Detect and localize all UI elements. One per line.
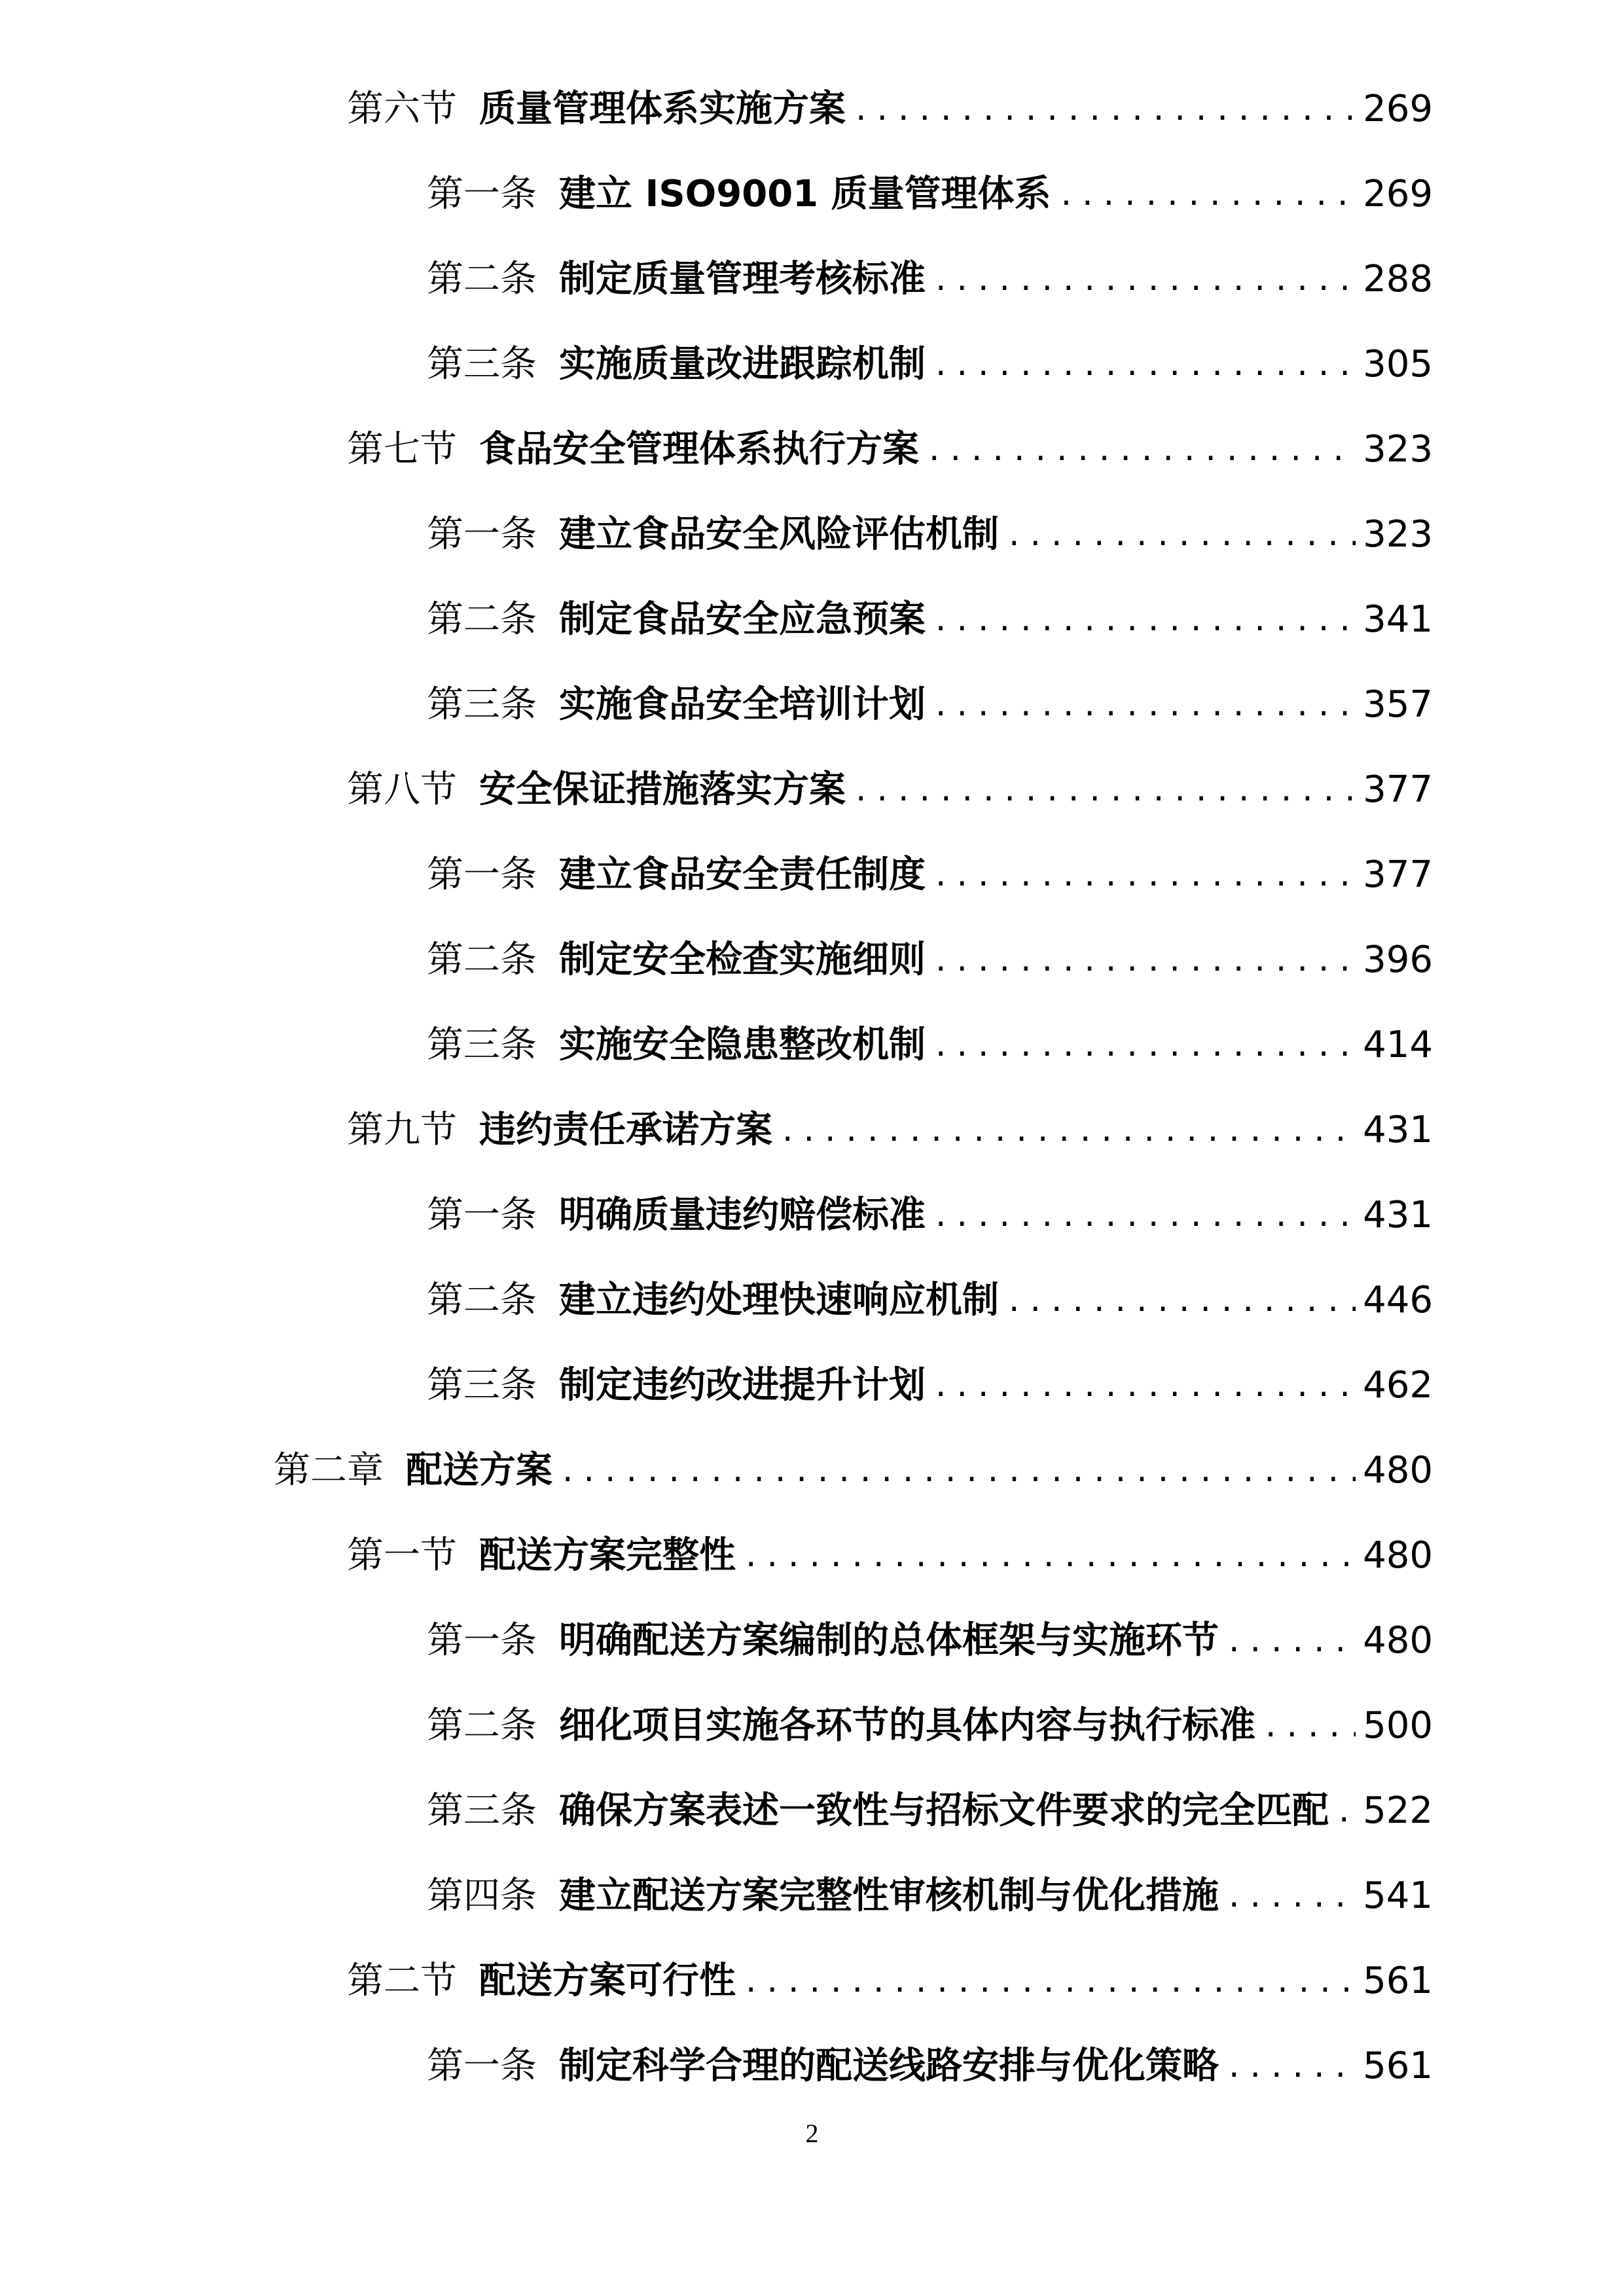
toc-entry-article[interactable] bbox=[0, 1598, 1624, 1683]
toc-entry-number: 第二条 bbox=[427, 598, 537, 641]
toc-entry-number: 第三条 bbox=[427, 343, 537, 386]
toc-dot-leader bbox=[1058, 176, 1356, 213]
toc-entry-number: 第二条 bbox=[427, 258, 537, 300]
toc-entry-section[interactable] bbox=[0, 1088, 1624, 1173]
toc-entry-page: 323 bbox=[1363, 513, 1433, 556]
toc-entry-page: 396 bbox=[1363, 939, 1433, 981]
toc-entry-section[interactable] bbox=[0, 67, 1624, 152]
toc-dot-leader bbox=[932, 857, 1356, 893]
toc-entry-page: 561 bbox=[1363, 1960, 1433, 2002]
toc-entry-article[interactable] bbox=[0, 1258, 1624, 1343]
toc-entry-number: 第三条 bbox=[427, 683, 537, 726]
toc-entry-title: 明确配送方案编制的总体框架与实施环节 bbox=[559, 1619, 1219, 1662]
toc-dot-leader bbox=[1225, 2048, 1356, 2085]
toc-entry-title: 配送方案可行性 bbox=[479, 1960, 736, 2002]
toc-dot-leader bbox=[932, 1027, 1356, 1064]
toc-entry-page: 522 bbox=[1363, 1789, 1433, 1832]
toc-entry-number: 第一条 bbox=[427, 853, 537, 896]
toc-entry-number: 第二条 bbox=[427, 1279, 537, 1321]
toc-entry-title: 建立违约处理快速响应机制 bbox=[559, 1279, 999, 1321]
toc-entry-title: 制定安全检查实施细则 bbox=[559, 939, 926, 981]
toc-dot-leader bbox=[1225, 1623, 1356, 1659]
toc-entry-page: 462 bbox=[1363, 1364, 1433, 1407]
toc-entry-page: 288 bbox=[1363, 258, 1433, 300]
table-of-contents bbox=[0, 67, 1624, 2109]
toc-dot-leader bbox=[852, 772, 1356, 808]
toc-dot-leader bbox=[932, 1367, 1356, 1404]
toc-dot-leader bbox=[742, 1963, 1356, 2000]
toc-entry-page: 377 bbox=[1363, 768, 1433, 811]
toc-entry-number: 第三条 bbox=[427, 1364, 537, 1407]
toc-dot-leader bbox=[932, 942, 1356, 978]
toc-entry-title: 安全保证措施落实方案 bbox=[479, 768, 846, 811]
toc-entry-page: 480 bbox=[1363, 1619, 1433, 1662]
toc-entry-number: 第三条 bbox=[427, 1789, 537, 1832]
toc-entry-article[interactable] bbox=[0, 1683, 1624, 1768]
toc-entry-article[interactable] bbox=[0, 1343, 1624, 1428]
toc-entry-title: 制定违约改进提升计划 bbox=[559, 1364, 926, 1407]
toc-entry-number: 第一条 bbox=[427, 1194, 537, 1236]
toc-entry-number: 第一条 bbox=[427, 513, 537, 556]
toc-entry-title: 违约责任承诺方案 bbox=[479, 1109, 772, 1151]
toc-entry-section[interactable] bbox=[0, 1513, 1624, 1598]
toc-entry-article[interactable] bbox=[0, 1854, 1624, 1939]
toc-entry-section[interactable] bbox=[0, 1939, 1624, 2024]
toc-entry-title: 制定科学合理的配送线路安排与优化策略 bbox=[559, 2045, 1219, 2087]
toc-entry-title: 食品安全管理体系执行方案 bbox=[479, 428, 919, 471]
toc-dot-leader bbox=[932, 687, 1356, 723]
toc-entry-article[interactable] bbox=[0, 1173, 1624, 1258]
toc-entry-number: 第一条 bbox=[427, 173, 537, 215]
toc-entry-page: 480 bbox=[1363, 1534, 1433, 1577]
toc-entry-title: 建立 ISO9001 质量管理体系 bbox=[559, 173, 1051, 215]
toc-entry-number: 第四条 bbox=[427, 1874, 537, 1917]
toc-entry-page: 377 bbox=[1363, 853, 1433, 896]
toc-entry-number: 第二节 bbox=[347, 1960, 457, 2002]
toc-entry-article[interactable] bbox=[0, 1768, 1624, 1854]
toc-entry-number: 第七节 bbox=[347, 428, 457, 471]
toc-entry-number: 第二条 bbox=[427, 939, 537, 981]
toc-entry-title: 确保方案表述一致性与招标文件要求的完全匹配 bbox=[559, 1789, 1329, 1832]
toc-entry-number: 第三条 bbox=[427, 1024, 537, 1066]
toc-entry-article[interactable] bbox=[0, 2024, 1624, 2109]
toc-entry-title: 实施质量改进跟踪机制 bbox=[559, 343, 926, 386]
toc-entry-page: 341 bbox=[1363, 598, 1433, 641]
toc-entry-article[interactable] bbox=[0, 1003, 1624, 1088]
toc-entry-article[interactable] bbox=[0, 577, 1624, 662]
toc-entry-article[interactable] bbox=[0, 662, 1624, 747]
toc-dot-leader bbox=[1005, 516, 1356, 553]
toc-dot-leader bbox=[926, 431, 1356, 468]
toc-entry-chapter[interactable] bbox=[0, 1428, 1624, 1513]
toc-entry-number: 第一条 bbox=[427, 2045, 537, 2087]
toc-entry-page: 323 bbox=[1363, 428, 1433, 471]
toc-dot-leader bbox=[932, 346, 1356, 383]
toc-entry-number: 第九节 bbox=[347, 1109, 457, 1151]
toc-entry-page: 431 bbox=[1363, 1109, 1433, 1151]
toc-dot-leader bbox=[779, 1112, 1356, 1149]
toc-entry-page: 414 bbox=[1363, 1024, 1433, 1066]
toc-dot-leader bbox=[1335, 1793, 1356, 1829]
toc-entry-title: 配送方案 bbox=[406, 1449, 552, 1492]
toc-entry-title: 质量管理体系实施方案 bbox=[479, 88, 846, 130]
toc-entry-number: 第六节 bbox=[347, 88, 457, 130]
toc-entry-page: 431 bbox=[1363, 1194, 1433, 1236]
toc-entry-title: 制定食品安全应急预案 bbox=[559, 598, 926, 641]
toc-entry-number: 第一节 bbox=[347, 1534, 457, 1577]
toc-dot-leader bbox=[1225, 1878, 1356, 1914]
toc-entry-page: 541 bbox=[1363, 1874, 1433, 1917]
toc-entry-title: 建立食品安全责任制度 bbox=[559, 853, 926, 896]
toc-entry-article[interactable] bbox=[0, 322, 1624, 407]
toc-dot-leader bbox=[852, 91, 1356, 128]
toc-entry-page: 480 bbox=[1363, 1449, 1433, 1492]
toc-entry-article[interactable] bbox=[0, 833, 1624, 918]
toc-dot-leader bbox=[932, 601, 1356, 638]
toc-entry-article[interactable] bbox=[0, 918, 1624, 1003]
toc-dot-leader bbox=[1005, 1282, 1356, 1319]
toc-entry-article[interactable] bbox=[0, 152, 1624, 237]
toc-entry-title: 实施食品安全培训计划 bbox=[559, 683, 926, 726]
page-number: 2 bbox=[805, 2119, 819, 2148]
toc-entry-article[interactable] bbox=[0, 237, 1624, 322]
toc-dot-leader bbox=[1262, 1708, 1356, 1744]
toc-entry-page: 269 bbox=[1363, 88, 1433, 130]
toc-entry-number: 第一条 bbox=[427, 1619, 537, 1662]
toc-dot-leader bbox=[559, 1452, 1356, 1489]
toc-entry-page: 500 bbox=[1363, 1704, 1433, 1747]
toc-entry-title: 建立配送方案完整性审核机制与优化措施 bbox=[559, 1874, 1219, 1917]
toc-entry-number: 第二条 bbox=[427, 1704, 537, 1747]
toc-entry-title: 制定质量管理考核标准 bbox=[559, 258, 926, 300]
toc-entry-page: 561 bbox=[1363, 2045, 1433, 2087]
toc-dot-leader bbox=[742, 1537, 1356, 1574]
toc-entry-page: 357 bbox=[1363, 683, 1433, 726]
toc-entry-title: 细化项目实施各环节的具体内容与执行标准 bbox=[559, 1704, 1255, 1747]
toc-entry-title: 配送方案完整性 bbox=[479, 1534, 736, 1577]
toc-entry-title: 建立食品安全风险评估机制 bbox=[559, 513, 999, 556]
toc-entry-number: 第八节 bbox=[347, 768, 457, 811]
toc-entry-title: 明确质量违约赔偿标准 bbox=[559, 1194, 926, 1236]
toc-entry-page: 446 bbox=[1363, 1279, 1433, 1321]
toc-dot-leader bbox=[932, 1197, 1356, 1234]
toc-entry-article[interactable] bbox=[0, 492, 1624, 577]
toc-dot-leader bbox=[932, 261, 1356, 298]
toc-entry-section[interactable] bbox=[0, 407, 1624, 492]
toc-entry-page: 305 bbox=[1363, 343, 1433, 386]
toc-entry-title: 实施安全隐患整改机制 bbox=[559, 1024, 926, 1066]
toc-entry-section[interactable] bbox=[0, 747, 1624, 833]
toc-entry-page: 269 bbox=[1363, 173, 1433, 215]
toc-entry-number: 第二章 bbox=[274, 1449, 384, 1492]
